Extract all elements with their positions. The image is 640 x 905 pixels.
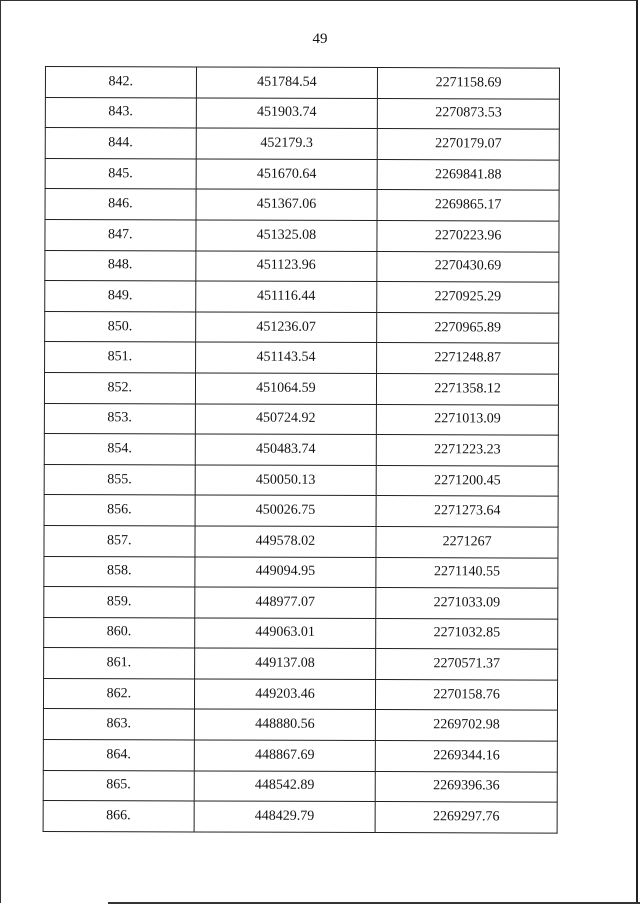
x-coordinate-cell: 451670.64 — [196, 159, 378, 190]
point-number-cell: 846. — [45, 189, 196, 220]
page-number: 49 — [312, 31, 328, 47]
point-number-cell: 847. — [45, 219, 196, 250]
table-row — [44, 617, 558, 649]
y-coordinate-cell: 2269396.36 — [375, 771, 557, 802]
table-row — [44, 464, 558, 496]
y-coordinate-cell: 2270179.07 — [377, 129, 559, 160]
y-coordinate-cell: 2271158.69 — [378, 68, 560, 99]
y-coordinate-cell: 2269344.16 — [376, 741, 558, 772]
table-row — [45, 281, 559, 313]
y-coordinate-cell: 2270965.89 — [377, 312, 559, 343]
point-number-cell: 845. — [45, 158, 196, 189]
table-row — [44, 372, 558, 404]
coordinates-table — [43, 66, 560, 833]
x-coordinate-cell: 449137.08 — [194, 648, 376, 679]
x-coordinate-cell: 448880.56 — [194, 709, 376, 740]
y-coordinate-cell: 2269702.98 — [376, 710, 558, 741]
point-number-cell: 851. — [45, 342, 196, 373]
point-number-cell: 858. — [44, 556, 195, 587]
x-coordinate-cell: 451325.08 — [196, 220, 378, 251]
point-number-cell: 852. — [44, 372, 195, 403]
x-coordinate-cell: 448542.89 — [194, 771, 376, 802]
x-coordinate-cell: 449578.02 — [195, 526, 377, 557]
coordinates-table-body — [43, 67, 559, 833]
x-coordinate-cell: 449094.95 — [194, 556, 376, 587]
point-number-cell: 866. — [43, 801, 194, 832]
y-coordinate-cell: 2271200.45 — [376, 465, 558, 496]
table-row — [43, 740, 557, 772]
table-row — [45, 97, 559, 129]
x-coordinate-cell: 449063.01 — [194, 618, 376, 649]
y-coordinate-cell: 2271140.55 — [376, 557, 558, 588]
point-number-cell: 862. — [43, 678, 194, 709]
point-number-cell: 848. — [45, 250, 196, 281]
y-coordinate-cell: 2271273.64 — [376, 496, 558, 527]
point-number-cell: 859. — [44, 587, 195, 618]
point-number-cell: 863. — [43, 709, 194, 740]
table-row — [45, 311, 559, 343]
table-row — [44, 525, 558, 557]
table-row — [45, 128, 559, 160]
table-row — [45, 67, 559, 99]
table-row — [43, 678, 557, 710]
x-coordinate-cell: 450724.92 — [195, 404, 377, 435]
x-coordinate-cell: 448867.69 — [194, 740, 376, 771]
x-coordinate-cell: 452179.3 — [196, 128, 378, 159]
point-number-cell: 853. — [44, 403, 195, 434]
x-coordinate-cell: 448429.79 — [194, 801, 376, 832]
x-coordinate-cell: 451064.59 — [195, 373, 377, 404]
y-coordinate-cell: 2270925.29 — [377, 282, 559, 313]
point-number-cell: 864. — [43, 740, 194, 771]
table-row — [45, 250, 559, 282]
x-coordinate-cell: 451116.44 — [195, 281, 377, 312]
table-row — [44, 403, 558, 435]
y-coordinate-cell: 2270571.37 — [376, 649, 558, 680]
table-row — [43, 770, 557, 802]
point-number-cell: 842. — [45, 67, 196, 98]
table-row — [43, 801, 557, 833]
y-coordinate-cell: 2271032.85 — [376, 618, 558, 649]
y-coordinate-cell: 2270223.96 — [377, 221, 559, 252]
table-row — [45, 219, 559, 251]
x-coordinate-cell: 451903.74 — [196, 98, 378, 129]
y-coordinate-cell: 2271033.09 — [376, 588, 558, 619]
table-row — [45, 342, 559, 374]
x-coordinate-cell: 451236.07 — [195, 312, 377, 343]
point-number-cell: 860. — [44, 617, 195, 648]
point-number-cell: 855. — [44, 464, 195, 495]
y-coordinate-cell: 2270430.69 — [377, 251, 559, 282]
y-coordinate-cell: 2271223.23 — [376, 435, 558, 466]
point-number-cell: 865. — [43, 770, 194, 801]
x-coordinate-cell: 449203.46 — [194, 679, 376, 710]
table-row — [44, 434, 558, 466]
y-coordinate-cell: 2269297.76 — [375, 802, 557, 833]
x-coordinate-cell: 450050.13 — [195, 465, 377, 496]
x-coordinate-cell: 450483.74 — [195, 434, 377, 465]
point-number-cell: 843. — [45, 97, 196, 128]
table-row — [44, 587, 558, 619]
point-number-cell: 849. — [45, 281, 196, 312]
table-row — [44, 648, 558, 680]
y-coordinate-cell: 2271013.09 — [377, 404, 559, 435]
point-number-cell: 854. — [44, 434, 195, 465]
y-coordinate-cell: 2269865.17 — [377, 190, 559, 221]
point-number-cell: 850. — [45, 311, 196, 342]
table-row — [45, 158, 559, 190]
y-coordinate-cell: 2271358.12 — [377, 373, 559, 404]
point-number-cell: 844. — [45, 128, 196, 159]
x-coordinate-cell: 451123.96 — [195, 251, 377, 282]
point-number-cell: 857. — [44, 525, 195, 556]
x-coordinate-cell: 450026.75 — [195, 495, 377, 526]
table-row — [44, 495, 558, 527]
y-coordinate-cell: 2269841.88 — [377, 159, 559, 190]
y-coordinate-cell: 2270873.53 — [378, 98, 560, 129]
point-number-cell: 856. — [44, 495, 195, 526]
table-row — [45, 189, 559, 221]
x-coordinate-cell: 448977.07 — [194, 587, 376, 618]
y-coordinate-cell: 2271267 — [376, 526, 558, 557]
table-row — [43, 709, 557, 741]
table-row — [44, 556, 558, 588]
point-number-cell: 861. — [44, 648, 195, 679]
x-coordinate-cell: 451784.54 — [196, 67, 378, 98]
x-coordinate-cell: 451143.54 — [195, 342, 377, 373]
y-coordinate-cell: 2271248.87 — [377, 343, 559, 374]
x-coordinate-cell: 451367.06 — [196, 189, 378, 220]
y-coordinate-cell: 2270158.76 — [376, 679, 558, 710]
bottom-rule — [108, 902, 640, 904]
